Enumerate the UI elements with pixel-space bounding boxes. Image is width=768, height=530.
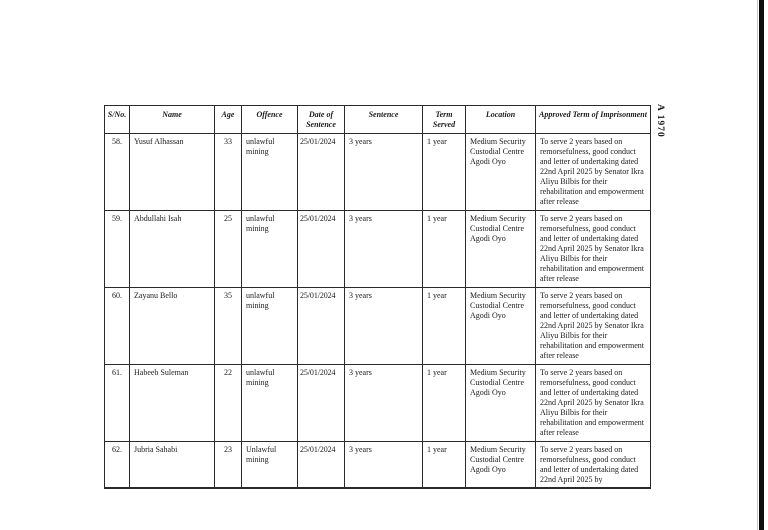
cell-text-approved_term: To serve 2 years based on remorsefulness, good conduct and letter of undertaking dated 22nd April 2025 by Senator Ikra Aliyu Bilbis for their rehabilitation and empowerment after release [540, 291, 644, 360]
cell-sno [105, 134, 130, 211]
cell-text-date_of_sentence: 25/01/2024 [300, 445, 336, 454]
cell-text-date_of_sentence: 25/01/2024 [300, 137, 336, 146]
cell-date_of_sentence [298, 134, 345, 211]
cell-sentence [345, 288, 423, 365]
cell-text-name: Yusuf Alhassan [134, 137, 184, 146]
cell-text-age: 35 [224, 291, 232, 300]
cell-text-location: Medium Security Custodial Centre Agodi Oyo [470, 368, 526, 397]
column-header-sentence: Sentence [345, 106, 423, 134]
cell-text-age: 22 [224, 368, 232, 377]
cell-approved_term [536, 365, 651, 442]
cell-term_served [423, 288, 466, 365]
cell-text-name: Abdullahi Isah [134, 214, 182, 223]
cell-name [130, 211, 215, 288]
cell-text-location: Medium Security Custodial Centre Agodi Oyo [470, 214, 526, 243]
table-row [105, 288, 651, 365]
cell-text-approved_term: To serve 2 years based on remorsefulness, good conduct and letter of undertaking dated 22nd April 2025 by Senator Ikra Aliyu Bilbis for their rehabilitation and empowerment after release [540, 368, 644, 437]
cell-text-term_served: 1 year [427, 291, 447, 300]
cell-text-term_served: 1 year [427, 445, 447, 454]
column-header-age: Age [215, 106, 242, 134]
table-row [105, 365, 651, 442]
cell-date_of_sentence [298, 365, 345, 442]
cell-text-offence: unlawful mining [246, 137, 275, 156]
table-header-row [105, 106, 651, 134]
cell-offence [242, 442, 298, 489]
cell-text-approved_term: To serve 2 years based on remorsefulness, good conduct and letter of undertaking dated 22nd April 2025 by Senator Ikra Aliyu Bilbis for their rehabilitation and empowerment after release [540, 137, 644, 206]
cell-term_served [423, 134, 466, 211]
cell-text-name: Habeeb Suleman [134, 368, 189, 377]
cell-text-name: Zayanu Bello [134, 291, 178, 300]
cell-age [215, 211, 242, 288]
cell-text-offence: unlawful mining [246, 291, 275, 310]
cell-text-name: Jubria Sahabi [134, 445, 178, 454]
cell-text-offence: unlawful mining [246, 214, 275, 233]
cell-sentence [345, 211, 423, 288]
cell-text-age: 23 [224, 445, 232, 454]
cell-age [215, 134, 242, 211]
cell-text-sno: 60. [112, 291, 122, 300]
cell-name [130, 365, 215, 442]
cell-location [466, 442, 536, 489]
table-row [105, 134, 651, 211]
cell-text-sentence: 3 years [349, 445, 372, 454]
cell-text-age: 33 [224, 137, 232, 146]
cell-text-location: Medium Security Custodial Centre Agodi Oyo [470, 137, 526, 166]
table-row [105, 211, 651, 288]
cell-term_served [423, 442, 466, 489]
cell-date_of_sentence [298, 442, 345, 489]
page-edge-hairline [757, 0, 758, 530]
cell-text-sno: 62. [112, 445, 122, 454]
cell-approved_term [536, 288, 651, 365]
cell-sno [105, 365, 130, 442]
cell-text-offence: Unlawful mining [246, 445, 277, 464]
column-header-sno: S/No. [105, 106, 130, 134]
cell-location [466, 134, 536, 211]
cell-text-sno: 58. [112, 137, 122, 146]
cell-location [466, 211, 536, 288]
column-header-term_served: Term Served [423, 106, 466, 134]
cell-text-sno: 61. [112, 368, 122, 377]
cell-term_served [423, 211, 466, 288]
table-body [105, 134, 651, 489]
cell-text-term_served: 1 year [427, 214, 447, 223]
gazette-page-number: A 1970 [655, 104, 665, 138]
cell-text-date_of_sentence: 25/01/2024 [300, 291, 336, 300]
cell-age [215, 288, 242, 365]
cell-offence [242, 134, 298, 211]
cell-sno [105, 211, 130, 288]
cell-offence [242, 288, 298, 365]
page-edge-bar [759, 0, 764, 530]
cell-location [466, 288, 536, 365]
cell-age [215, 442, 242, 489]
cell-text-age: 25 [224, 214, 232, 223]
cell-date_of_sentence [298, 211, 345, 288]
cell-text-date_of_sentence: 25/01/2024 [300, 214, 336, 223]
cell-sno [105, 288, 130, 365]
cell-sentence [345, 365, 423, 442]
column-header-date_of_sentence: Date of Sentence [298, 106, 345, 134]
cell-text-location: Medium Security Custodial Centre Agodi Oyo [470, 291, 526, 320]
cell-location [466, 365, 536, 442]
cell-sentence [345, 134, 423, 211]
cell-name [130, 288, 215, 365]
cell-text-date_of_sentence: 25/01/2024 [300, 368, 336, 377]
cell-text-approved_term: To serve 2 years based on remorsefulness, good conduct and letter of undertaking dated 22nd April 2025 by Senator Ikra Aliyu Bilbis for their rehabilitation and empowerment after release [540, 214, 644, 283]
cell-text-sentence: 3 years [349, 214, 372, 223]
cell-text-sentence: 3 years [349, 137, 372, 146]
cell-age [215, 365, 242, 442]
column-header-location: Location [466, 106, 536, 134]
header-row [105, 106, 651, 134]
column-header-offence: Offence [242, 106, 298, 134]
cell-text-approved_term: To serve 2 years based on remorsefulness, good conduct and letter of undertaking dated 22nd April 2025 by [540, 445, 639, 484]
cell-text-sentence: 3 years [349, 368, 372, 377]
column-header-name: Name [130, 106, 215, 134]
cell-text-sno: 59. [112, 214, 122, 223]
cell-text-term_served: 1 year [427, 137, 447, 146]
cell-sno [105, 442, 130, 489]
cell-name [130, 134, 215, 211]
column-header-approved_term: Approved Term of Imprisonment [536, 106, 651, 134]
cell-approved_term [536, 134, 651, 211]
cell-text-term_served: 1 year [427, 368, 447, 377]
cell-offence [242, 365, 298, 442]
cell-text-offence: unlawful mining [246, 368, 275, 387]
cell-sentence [345, 442, 423, 489]
cell-text-location: Medium Security Custodial Centre Agodi Oyo [470, 445, 526, 474]
cell-text-sentence: 3 years [349, 291, 372, 300]
cell-name [130, 442, 215, 489]
cell-approved_term [536, 442, 651, 489]
table-row [105, 442, 651, 489]
convicts-table [104, 105, 651, 489]
cell-date_of_sentence [298, 288, 345, 365]
cell-offence [242, 211, 298, 288]
cell-approved_term [536, 211, 651, 288]
cell-term_served [423, 365, 466, 442]
